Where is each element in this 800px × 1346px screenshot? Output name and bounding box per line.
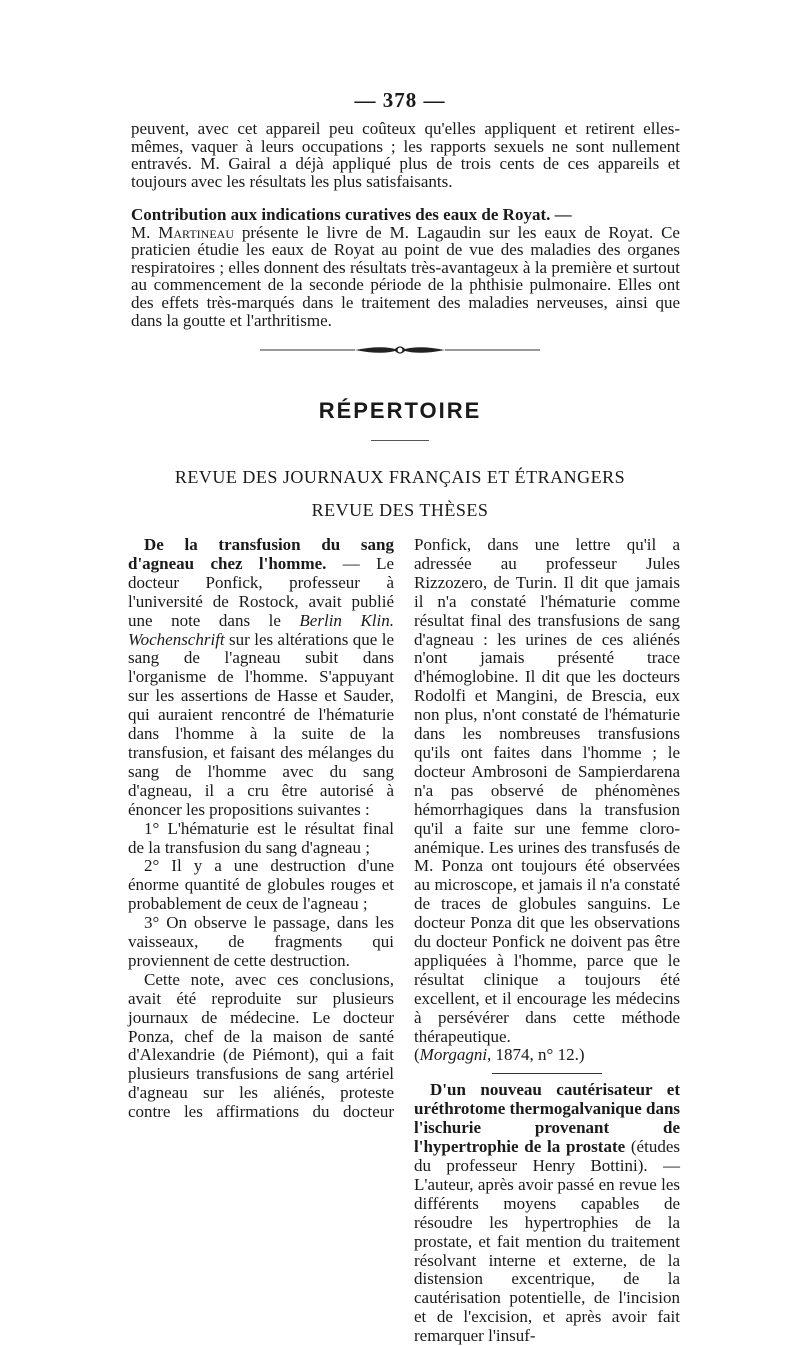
royat-author: M. Martineau <box>131 222 234 242</box>
intro-paragraph: peuvent, avec cet appareil peu coûteux qu'elles appliquent et retirent elles-mêmes, vaquer à leurs occupations ; les rapports sexuels ne sont nullement entravés. M. Gairal a déjà appliqué plus de trois cents de ces appareils et toujours avec les résultats les plus satisfaisants. <box>131 119 680 191</box>
article-1-heading: De la transfusion du sang d'agneau chez l'homme. <box>128 535 394 573</box>
source-journal: Morgagni <box>419 1045 488 1065</box>
article-1-intro: De la transfusion du sang d'agneau chez l'homme. — Le docteur Ponfick, professeur à l'université de Rostock, avait publié une note dans le Berlin Klin. Wochenschrift sur les altérations que le sang de l'agneau subit dans l'organisme de l'homme. S'appuyant sur les assertions de Hasse et Sauder, qui auraient rencontré de l'hématurie dans l'homme à la suite de la transfusion, et faisant des mélanges du sang de l'homme avec du sang d'agneau, il a cru être autorisé à énoncer les propositions suivantes : <box>128 535 394 819</box>
article-1-journal: Berlin Klin. Wochenschrift <box>128 610 394 649</box>
title-rule <box>371 440 429 441</box>
column-left <box>128 536 394 1122</box>
section-title: RÉPERTOIRE <box>318 398 482 423</box>
page-number: — 378 — <box>354 88 446 112</box>
royat-paragraph <box>131 206 680 329</box>
ornament-divider <box>260 342 540 358</box>
article-1-source: (Morgagni, 1874, n° 12.) <box>414 1045 585 1065</box>
article-2-heading: D'un nouveau cautérisateur et uréthrotome thermogalvanique dans l'ischurie provenant de l'hypertrophie de la prostate <box>414 1080 681 1157</box>
article-2 <box>414 1081 680 1346</box>
proposition-3: 3° On observe le passage, dans les vaisseaux, de fragments qui proviennent de cette destruction. <box>128 913 394 970</box>
article-1-continuation: Cette note, avec ces conclusions, avait été reproduite sur plusieurs journaux de médecine. Le docteur Ponza, chef de la maison de santé d'Alexandrie (de Piémont), qui a fait plusieurs transfusions de sang artériel d'agneau sur les aliénés, proteste contre les affirmations du docteur <box>128 969 394 1122</box>
proposition-1: 1° L'hématurie est le résultat final de la transfusion du sang d'agneau ; <box>128 818 394 857</box>
royat-heading: Contribution aux indications curatives des eaux de Royat. — <box>131 205 572 224</box>
subtitle-journaux: REVUE DES JOURNAUX FRANÇAIS ET ÉTRANGERS <box>174 467 626 487</box>
proposition-2: 2° Il y a une destruction d'une énorme quantité de globules rouges et probablement de ceux de l'agneau ; <box>128 856 394 914</box>
article-1-continuation-part-2: Ponfick, dans une lettre qu'il a adressée au professeur Jules Rizzozero, de Turin. Il dit que jamais il n'a constaté l'hématurie comme résultat final des transfusions de sang d'agneau : les urines de ces aliénés n'ont jamais présenté trace d'hémoglobine. Il dit que les docteurs Rodolfi et Mangini, de Brescia, eux non plus, n'ont constaté de l'hématurie dans les nombreuses transfusions qu'ils ont faites dans l'homme ; le docteur Ambrosoni de Sampierdarena n'a pas observé de phénomènes hémorrhagiques dans la transfusion qu'il a faite sur une femme cloro-anémique. Les urines des transfusés de M. Ponza ont toujours été observées au microscope, et jamais il n'a constaté de traces de globules sanguins. Le docteur Ponza dit que les observations du docteur Ponfick ne doivent pas être appliquées à l'homme, parce que le résultat clinique a toujours été excellent, et il encourage les médecins à persévérer dans cette méthode thérapeutique. <box>414 535 680 1046</box>
royat-body: présente le livre de M. Lagaudin sur les eaux de Royat. Ce praticien étudie les eaux de Royat au point de vue des maladies des organes respiratoires ; elles donnent des résultats très-avantageux à la première et surtout au commencement de la seconde période de la phthisie pulmonaire. Elles ont des effets très-marqués dans le traitement des maladies nerveuses, ainsi que dans la goutte et l'arthritisme. <box>131 222 680 330</box>
subtitle-theses: REVUE DES THÈSES <box>311 500 489 520</box>
column-right <box>414 536 680 1346</box>
article-2-body: (études du professeur Henry Bottini). — L'auteur, après avoir passé en revue les différents moyens capables de résoudre les hypertrophies de la prostate, et fait mention du traitement résolvant interne et externe, de la distension excentrique, de la cautérisation potentielle, de l'incision et de l'excision, et après avoir fait remarquer l'insuf- <box>414 1137 680 1346</box>
column-divider <box>492 1073 602 1074</box>
